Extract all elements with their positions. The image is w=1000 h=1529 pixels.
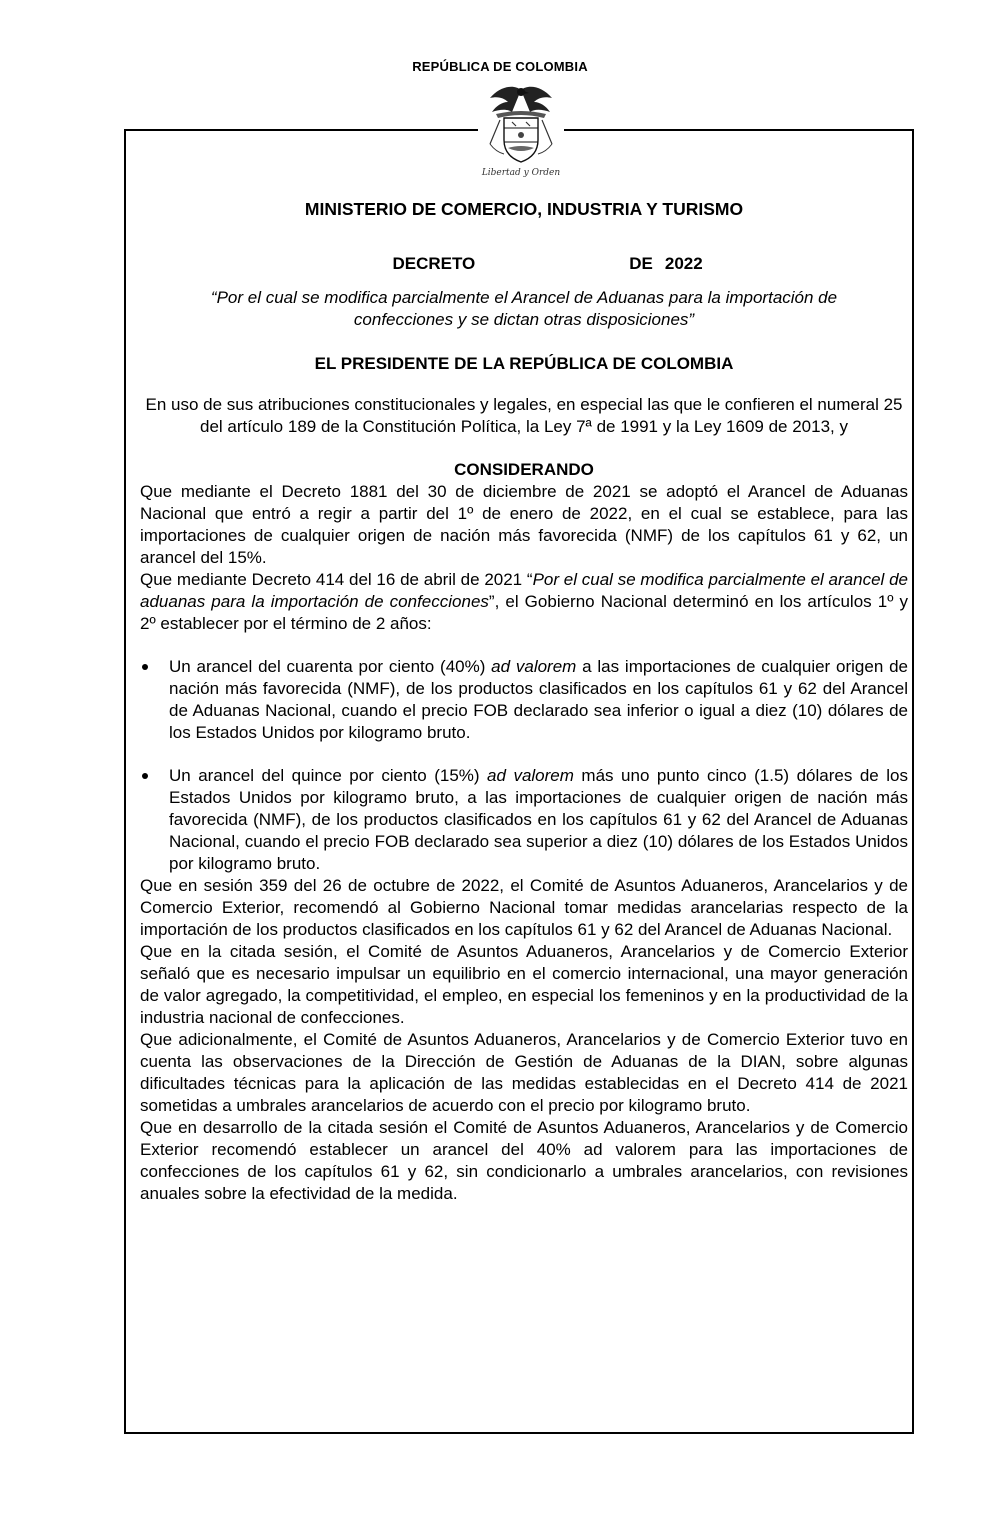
bullet-1-lead: Un arancel del cuarenta por ciento (40%) <box>169 657 492 676</box>
paragraph-3: Que en sesión 359 del 26 de octubre de 2022, el Comité de Asuntos Aduaneros, Arancelarios y de Comercio Exterior, recomendó al Gobierno Nacional tomar medidas arancelarias respecto de la importación de los productos clasificados en los capítulos 61 y 62 del Arancel de Aduanas Nacional. <box>140 876 908 939</box>
decree-year-prefix: DE <box>629 254 653 273</box>
authority-title: EL PRESIDENTE DE LA REPÚBLICA DE COLOMBIA <box>314 354 734 373</box>
paragraph-1: Que mediante el Decreto 1881 del 30 de diciembre de 2021 se adoptó el Arancel de Aduanas Nacional que entró a regir a partir del 1º de enero de 2022, en el cual se establece, para las importaciones de cualquier origen de nación más favorecida (NMF) de los capítulos 61 y 62, un arancel del 15%. <box>140 482 908 567</box>
bullet-1-italic: ad valorem <box>491 657 577 676</box>
bullet-2-tail: más uno punto cinco (1.5) dólares de los Estados Unidos por kilogramo bruto, a las importaciones de cualquier origen de nación más favorecida (NMF), de los productos clasificados en los capítulos 61 y 62 del Arancel de Aduanas Nacional, cuando el precio FOB declarado sea superior a diez (10) dólares de los Estados Unidos por kilogramo bruto. <box>169 766 908 873</box>
paragraph-6: Que en desarrollo de la citada sesión el Comité de Asuntos Aduaneros, Arancelarios y de Comercio Exterior recomendó establecer un arancel del 40% ad valorem para las importaciones de confecciones de los capítulos 61 y 62, sin condicionarlo a umbrales arancelarios, con revisiones anuales sobre la efectividad de la medida. <box>140 1118 908 1203</box>
bullet-dot-icon <box>142 664 148 670</box>
list-item <box>140 656 908 744</box>
decree-year: 2022 <box>664 254 703 273</box>
measures-list <box>140 656 908 875</box>
decree-label: DECRETO <box>392 254 476 273</box>
decree-line <box>140 253 908 275</box>
paragraph-2-title: Por el cual se modifica parcialmente el arancel de aduanas para la importación de confecciones <box>140 570 908 611</box>
ministry-title: MINISTERIO DE COMERCIO, INDUSTRIA Y TURISMO <box>304 199 744 219</box>
paragraph-2-lead: Que mediante Decreto 414 del 16 de abril de 2021 “ <box>140 570 533 589</box>
bullet-2-italic: ad valorem <box>487 766 574 785</box>
powers-paragraph: En uso de sus atribuciones constitucionales y legales, en especial las que le confieren el numeral 25 del artículo 189 de la Constitución Política, la Ley 7ª de 1991 y la Ley 1609 de 2013, y <box>145 395 903 436</box>
paragraph-2-tail: ”, el Gobierno Nacional determinó en los artículos 1º y 2º establecer por el término de 2 años: <box>140 592 908 633</box>
paragraph-4: Que en la citada sesión, el Comité de Asuntos Aduaneros, Arancelarios y de Comercio Exterior señaló que es necesario impulsar un equilibrio en el comercio internacional, una mayor generación de valor agregado, la competitividad, el empleo, en especial los femeninos y en la productividad de la industria nacional de confecciones. <box>140 942 908 1027</box>
motto: Libertad y Orden <box>481 168 561 178</box>
paragraph-2 <box>140 569 908 635</box>
decree-subtitle: “Por el cual se modifica parcialmente el Arancel de Aduanas para la importación de confecciones y se dictan otras disposiciones” <box>210 288 838 329</box>
paragraph-5: Que adicionalmente, el Comité de Asuntos Aduaneros, Arancelarios y de Comercio Exterior tuvo en cuenta las observaciones de la Dirección de Gestión de Aduanas de la DIAN, sobre algunas dificultades técnicas para la aplicación de las medidas establecidas en el Decreto 414 de 2021 sometidas a umbrales arancelarios de acuerdo con el precio por kilogramo bruto. <box>140 1030 908 1115</box>
country-header: REPÚBLICA DE COLOMBIA <box>412 59 588 74</box>
bullet-2-lead: Un arancel del quince por ciento (15%) <box>169 766 488 785</box>
bullet-1-tail: a las importaciones de cualquier origen de nación más favorecida (NMF), de los productos clasificados en los capítulos 61 y 62 del Arancel de Aduanas Nacional, cuando el precio FOB declarado sea inferior o igual a diez (10) dólares de los Estados Unidos por kilogramo bruto. <box>169 657 908 742</box>
considering-heading: CONSIDERANDO <box>454 460 594 479</box>
list-item <box>140 765 908 875</box>
document-body <box>140 198 908 1205</box>
bullet-dot-icon <box>142 773 148 779</box>
